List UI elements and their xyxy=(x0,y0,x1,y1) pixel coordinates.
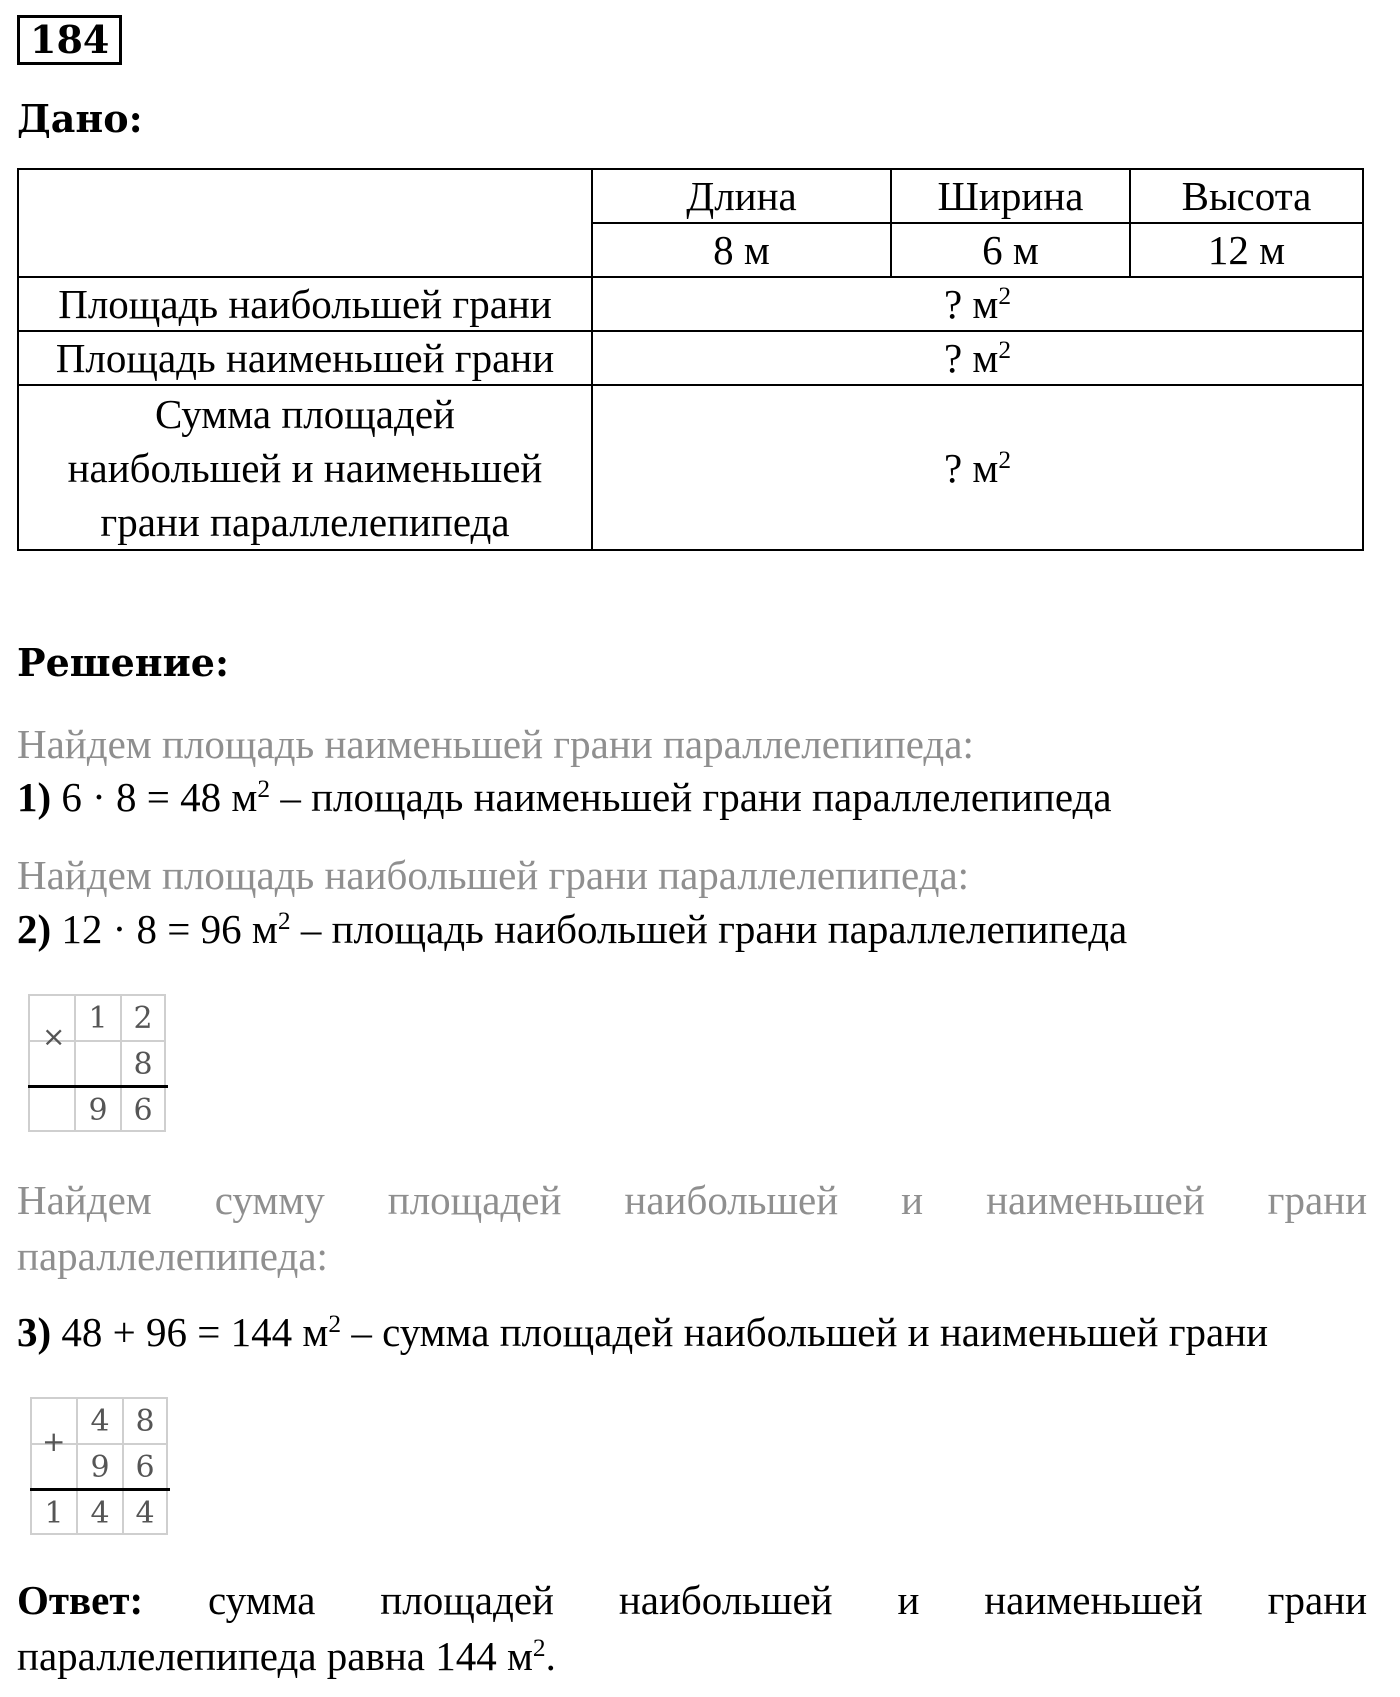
label-line: наибольшей и наименьшей xyxy=(67,444,543,491)
answer-label: Ответ: xyxy=(17,1577,144,1623)
calc-cell xyxy=(28,1086,74,1132)
step-description: – сумма площадей наибольшей и наименьшей грани xyxy=(341,1309,1269,1355)
calc-cell: 4 xyxy=(76,1489,122,1535)
step-description: – площадь наименьшей грани параллелепипеда xyxy=(270,774,1112,820)
label-line: грани параллелепипеда xyxy=(100,498,510,545)
step2-line xyxy=(17,905,1127,953)
empty-corner-cell xyxy=(18,169,592,277)
label-line: Сумма площадей xyxy=(154,390,455,437)
header-height: Высота xyxy=(1130,169,1363,223)
header-width: Ширина xyxy=(891,169,1130,223)
calc-cell: 2 xyxy=(120,994,166,1040)
answer-line1 xyxy=(17,1576,1367,1624)
calc-cell: 6 xyxy=(120,1086,166,1132)
exponent: 2 xyxy=(328,1310,342,1339)
step3-intro-line2: параллелепипеда: xyxy=(17,1233,328,1279)
word: и xyxy=(901,1177,924,1223)
exponent: 2 xyxy=(532,1634,546,1663)
calc-cell: 8 xyxy=(120,1040,166,1086)
calc-cell: 4 xyxy=(76,1397,122,1443)
step3-line xyxy=(17,1308,1268,1356)
header-length: Длина xyxy=(592,169,891,223)
word: сумму xyxy=(214,1177,325,1223)
step-expression: 48 + 96 = 144 м xyxy=(51,1309,329,1355)
step3-intro-line1 xyxy=(17,1176,1367,1224)
word: и xyxy=(897,1577,920,1623)
exponent: 2 xyxy=(998,445,1012,474)
word: наибольшей xyxy=(618,1577,833,1623)
calc-cell: 8 xyxy=(122,1397,168,1443)
calc-cell: 9 xyxy=(74,1086,120,1132)
calc-cell xyxy=(74,1040,120,1086)
step1-intro: Найдем площадь наименьшей грани параллелепипеда: xyxy=(17,721,974,767)
answer-text: параллелепипеда равна 144 м xyxy=(17,1633,533,1679)
calc-cell: 1 xyxy=(30,1489,76,1535)
problem-number: 184 xyxy=(17,15,122,65)
calc-cell: 9 xyxy=(76,1443,122,1489)
answer-line2 xyxy=(17,1632,556,1680)
calc-cell: 4 xyxy=(122,1489,168,1535)
calc-cell: 6 xyxy=(122,1443,168,1489)
step-description: – площадь наибольшей грани параллелепипеда xyxy=(290,906,1128,952)
step2-intro: Найдем площадь наибольшей грани параллелепипеда: xyxy=(17,852,970,898)
word: Найдем xyxy=(17,1177,152,1223)
row-value-largest-face xyxy=(592,277,1363,331)
exponent: 2 xyxy=(998,282,1012,311)
value-length: 8 м xyxy=(592,223,891,277)
multiply-sign: × xyxy=(42,1020,66,1053)
word: грани xyxy=(1267,1577,1368,1623)
calc-rule xyxy=(28,1085,168,1088)
word: наименьшей xyxy=(986,1177,1205,1223)
step-number: 3) xyxy=(17,1309,52,1355)
step-number: 1) xyxy=(17,774,52,820)
calc-rule xyxy=(30,1488,170,1491)
row-label-sum xyxy=(18,385,592,550)
value-text: ? м xyxy=(943,281,999,327)
exponent: 2 xyxy=(257,775,271,804)
value-text: ? м xyxy=(943,444,999,491)
row-label-largest-face: Площадь наибольшей грани xyxy=(18,277,592,331)
value-height: 12 м xyxy=(1130,223,1363,277)
answer-end: . xyxy=(545,1633,556,1679)
given-heading: Дано: xyxy=(17,96,143,141)
solution-heading: Решение: xyxy=(17,640,229,685)
step-expression: 12 · 8 = 96 м xyxy=(51,906,278,952)
word: сумма xyxy=(208,1577,316,1623)
word: наименьшей xyxy=(984,1577,1203,1623)
step1-line xyxy=(17,773,1112,821)
value-text: ? м xyxy=(943,335,999,381)
row-value-smallest-face xyxy=(592,331,1363,385)
row-label-smallest-face: Площадь наименьшей грани xyxy=(18,331,592,385)
exponent: 2 xyxy=(277,907,291,936)
word: грани xyxy=(1267,1177,1368,1223)
word: площадей xyxy=(380,1577,554,1623)
exponent: 2 xyxy=(998,336,1012,365)
row-value-sum xyxy=(592,385,1363,550)
value-width: 6 м xyxy=(891,223,1130,277)
calc-cell: 1 xyxy=(74,994,120,1040)
word: наибольшей xyxy=(624,1177,839,1223)
plus-sign: + xyxy=(42,1425,66,1458)
step-number: 2) xyxy=(17,906,52,952)
word: площадей xyxy=(387,1177,562,1223)
step-expression: 6 · 8 = 48 м xyxy=(51,774,258,820)
given-table xyxy=(17,168,1364,551)
